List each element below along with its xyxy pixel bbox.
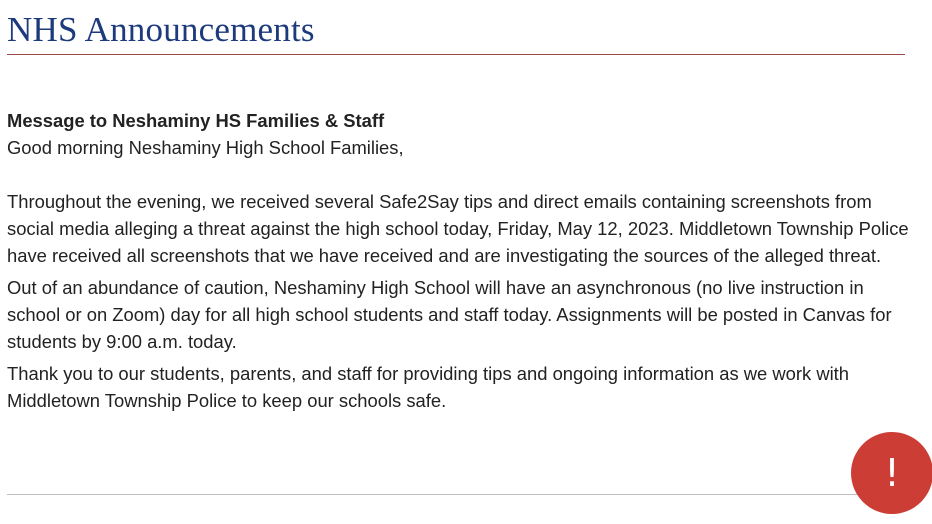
alert-button[interactable]	[851, 432, 932, 514]
page-title: NHS Announcements	[7, 10, 315, 49]
bottom-divider	[7, 494, 905, 495]
title-divider	[7, 54, 905, 55]
announcement-content	[7, 107, 912, 419]
announcement-paragraph-3: Thank you to our students, parents, and staff for providing tips and ongoing information as we work with Middletown Township Police to keep our schools safe.	[7, 363, 850, 411]
announcement-paragraph-1: Throughout the evening, we received several Safe2Say tips and direct emails containing screenshots from social media alleging a threat against the high school today, Friday, May 12, 2023. Middletown Township Police have received all screenshots that we have received and are investigating the sources of the alleged threat.	[7, 191, 909, 266]
announcement-greeting: Good morning Neshaminy High School Families,	[7, 137, 404, 158]
announcement-heading: Message to Neshaminy HS Families & Staff	[7, 110, 385, 131]
announcement-paragraph-2: Out of an abundance of caution, Neshaminy High School will have an asynchronous (no live instruction in school or on Zoom) day for all high school students and staff today. Assignments will be posted in Canvas for students by 9:00 a.m. today.	[7, 277, 892, 352]
exclamation-icon: !	[884, 451, 900, 495]
